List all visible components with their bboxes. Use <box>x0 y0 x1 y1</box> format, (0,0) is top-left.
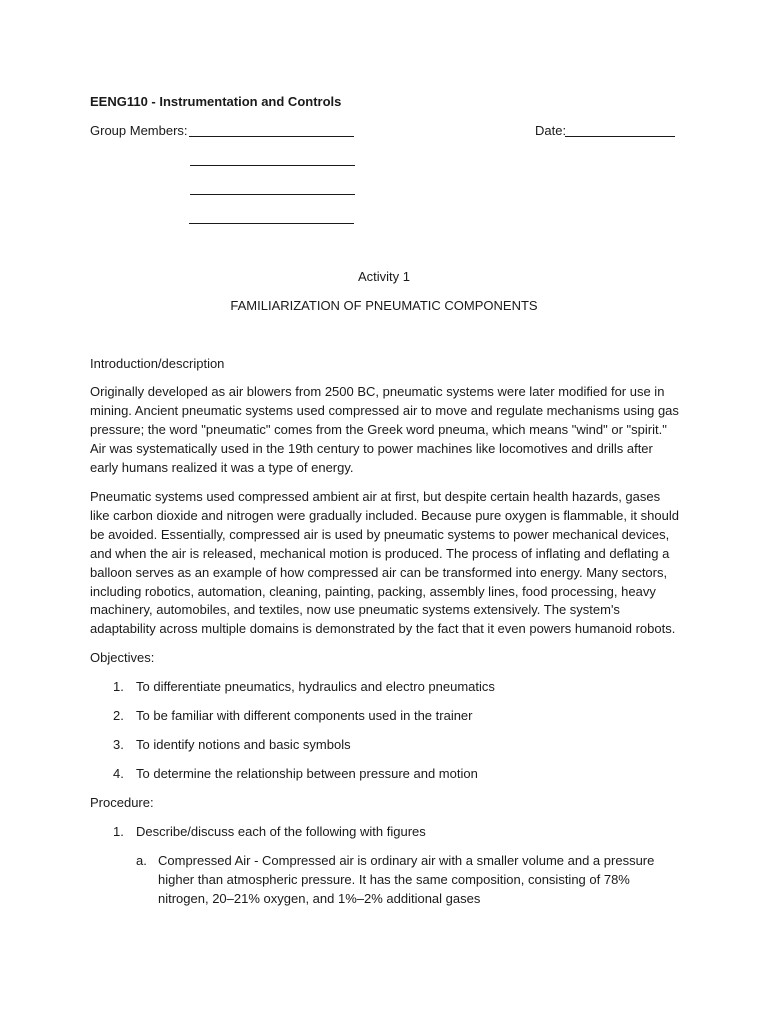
objective-item: To be familiar with different components used in the trainer <box>136 708 473 723</box>
procedure-heading: Procedure: <box>90 795 154 810</box>
date-label: Date: <box>535 123 567 138</box>
course-title: EENG110 - Instrumentation and Controls <box>90 94 342 109</box>
group-members-label: Group Members: <box>90 123 188 138</box>
group-member-line-1[interactable] <box>189 123 354 137</box>
group-member-line-2[interactable] <box>190 152 355 166</box>
objective-number: 1. <box>113 679 124 694</box>
objective-item: To determine the relationship between pressure and motion <box>136 766 478 781</box>
procedure-sub-letter: a. <box>136 853 147 868</box>
intro-heading: Introduction/description <box>90 356 225 371</box>
procedure-item: Describe/discuss each of the following with figures <box>136 824 426 839</box>
objective-item: To identify notions and basic symbols <box>136 737 351 752</box>
objective-number: 3. <box>113 737 124 752</box>
procedure-sub-item: Compressed Air - Compressed air is ordinary air with a smaller volume and a pressure higher than atmospheric pressure. It has the same composition, consisting of 78% nitrogen, 20–21% oxygen, and 1%–2% additional gases <box>158 853 655 906</box>
activity-title: FAMILIARIZATION OF PNEUMATIC COMPONENTS <box>230 298 538 313</box>
intro-paragraph-2: Pneumatic systems used compressed ambient air at first, but despite certain health hazards, gases like carbon dioxide and nitrogen were gradually included. Because pure oxygen is flammable, it should be avoided. Essentially, compressed air is used by pneumatic systems to power mechanical devices, and when the air is released, mechanical motion is produced. The process of inflating and deflating a balloon serves as an example of how compressed air can be transformed into energy. Many sectors, including robotics, automation, cleaning, painting, packing, assembly lines, food processing, heavy machinery, automobiles, and textiles, now use pneumatic systems extensively. The system's adaptability across multiple domains is demonstrated by the fact that it even powers humanoid robots. <box>90 489 679 637</box>
date-line[interactable] <box>565 123 675 137</box>
group-member-line-3[interactable] <box>190 181 355 195</box>
activity-number: Activity 1 <box>357 269 410 284</box>
group-member-line-4[interactable] <box>189 210 354 224</box>
objective-number: 4. <box>113 766 124 781</box>
objective-item: To differentiate pneumatics, hydraulics and electro pneumatics <box>136 679 495 694</box>
procedure-number: 1. <box>113 824 124 839</box>
objectives-heading: Objectives: <box>90 650 155 665</box>
objective-number: 2. <box>113 708 124 723</box>
intro-paragraph-1: Originally developed as air blowers from 2500 BC, pneumatic systems were later modified for use in mining. Ancient pneumatic systems used compressed air to move and regulate mechanisms using gas pressure; the word "pneumatic" comes from the Greek word pneuma, which means "wind" or "spirit." Air was systematically used in the 19th century to power machines like locomotives and drills after early humans realized it was a type of energy. <box>90 384 679 475</box>
